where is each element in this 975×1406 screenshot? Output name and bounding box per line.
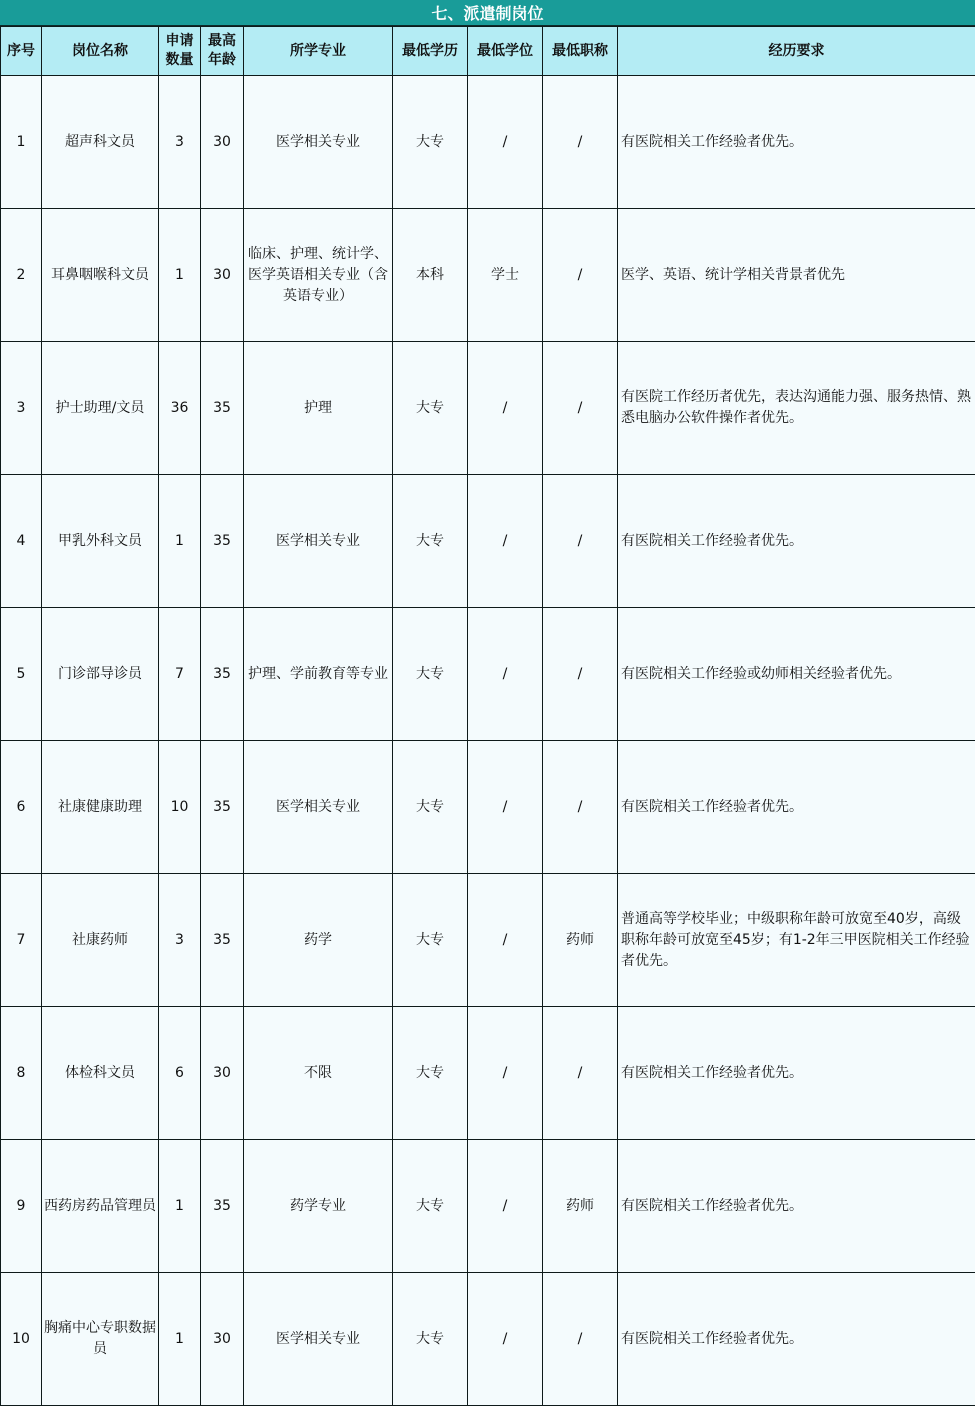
cell-age: 35 xyxy=(201,874,244,1007)
cell-major: 药学 xyxy=(244,874,393,1007)
cell-degree: / xyxy=(468,76,543,209)
cell-experience: 有医院工作经历者优先，表达沟通能力强、服务热情、熟悉电脑办公软件操作者优先。 xyxy=(618,342,975,475)
cell-edu: 大专 xyxy=(393,475,468,608)
cell-experience: 有医院相关工作经验者优先。 xyxy=(618,741,975,874)
positions-table xyxy=(0,26,975,1406)
cell-experience: 有医院相关工作经验者优先。 xyxy=(618,1273,975,1406)
header-title: 最低职称 xyxy=(543,27,618,76)
cell-count: 10 xyxy=(159,741,201,874)
cell-major: 不限 xyxy=(244,1007,393,1140)
cell-count: 1 xyxy=(159,475,201,608)
cell-title: / xyxy=(543,342,618,475)
cell-experience: 有医院相关工作经验或幼师相关经验者优先。 xyxy=(618,608,975,741)
cell-count: 3 xyxy=(159,874,201,1007)
cell-age: 30 xyxy=(201,209,244,342)
cell-title: / xyxy=(543,1007,618,1140)
header-degree: 最低学位 xyxy=(468,27,543,76)
cell-no: 1 xyxy=(1,76,42,209)
cell-post: 护士助理/文员 xyxy=(42,342,159,475)
cell-age: 35 xyxy=(201,342,244,475)
header-edu: 最低学历 xyxy=(393,27,468,76)
cell-post: 体检科文员 xyxy=(42,1007,159,1140)
cell-title: 药师 xyxy=(543,874,618,1007)
cell-edu: 大专 xyxy=(393,741,468,874)
cell-post: 耳鼻咽喉科文员 xyxy=(42,209,159,342)
cell-no: 3 xyxy=(1,342,42,475)
cell-major: 医学相关专业 xyxy=(244,741,393,874)
header-experience: 经历要求 xyxy=(618,27,975,76)
cell-major: 护理、学前教育等专业 xyxy=(244,608,393,741)
cell-no: 5 xyxy=(1,608,42,741)
cell-title: / xyxy=(543,1273,618,1406)
cell-edu: 本科 xyxy=(393,209,468,342)
cell-major: 护理 xyxy=(244,342,393,475)
cell-no: 6 xyxy=(1,741,42,874)
cell-experience: 普通高等学校毕业；中级职称年龄可放宽至40岁，高级职称年龄可放宽至45岁；有1-2年三甲医院相关工作经验者优先。 xyxy=(618,874,975,1007)
cell-post: 社康药师 xyxy=(42,874,159,1007)
cell-count: 1 xyxy=(159,1273,201,1406)
cell-degree: / xyxy=(468,1273,543,1406)
header-no: 序号 xyxy=(1,27,42,76)
cell-age: 35 xyxy=(201,1140,244,1273)
cell-age: 30 xyxy=(201,76,244,209)
cell-major: 医学相关专业 xyxy=(244,76,393,209)
cell-age: 35 xyxy=(201,475,244,608)
cell-age: 30 xyxy=(201,1007,244,1140)
cell-count: 7 xyxy=(159,608,201,741)
cell-no: 2 xyxy=(1,209,42,342)
cell-no: 7 xyxy=(1,874,42,1007)
cell-major: 医学相关专业 xyxy=(244,475,393,608)
cell-edu: 大专 xyxy=(393,874,468,1007)
cell-count: 1 xyxy=(159,209,201,342)
cell-experience: 有医院相关工作经验者优先。 xyxy=(618,76,975,209)
cell-title: / xyxy=(543,76,618,209)
cell-no: 4 xyxy=(1,475,42,608)
cell-experience: 有医院相关工作经验者优先。 xyxy=(618,1007,975,1140)
header-age: 最高年龄 xyxy=(201,27,244,76)
table-row xyxy=(1,209,975,342)
table-row xyxy=(1,1007,975,1140)
cell-edu: 大专 xyxy=(393,608,468,741)
cell-post: 西药房药品管理员 xyxy=(42,1140,159,1273)
cell-edu: 大专 xyxy=(393,76,468,209)
header-major: 所学专业 xyxy=(244,27,393,76)
table-row xyxy=(1,874,975,1007)
table-row xyxy=(1,1140,975,1273)
cell-age: 35 xyxy=(201,608,244,741)
cell-degree: / xyxy=(468,342,543,475)
cell-experience: 有医院相关工作经验者优先。 xyxy=(618,1140,975,1273)
header-count: 申请数量 xyxy=(159,27,201,76)
cell-major: 药学专业 xyxy=(244,1140,393,1273)
cell-count: 36 xyxy=(159,342,201,475)
header-post: 岗位名称 xyxy=(42,27,159,76)
table-row xyxy=(1,608,975,741)
cell-degree: / xyxy=(468,608,543,741)
cell-age: 30 xyxy=(201,1273,244,1406)
cell-post: 胸痛中心专职数据员 xyxy=(42,1273,159,1406)
cell-no: 9 xyxy=(1,1140,42,1273)
cell-experience: 医学、英语、统计学相关背景者优先 xyxy=(618,209,975,342)
cell-post: 社康健康助理 xyxy=(42,741,159,874)
cell-degree: / xyxy=(468,475,543,608)
cell-count: 3 xyxy=(159,76,201,209)
cell-no: 10 xyxy=(1,1273,42,1406)
header-row xyxy=(1,27,975,76)
cell-count: 6 xyxy=(159,1007,201,1140)
cell-post: 超声科文员 xyxy=(42,76,159,209)
cell-edu: 大专 xyxy=(393,1273,468,1406)
table-row xyxy=(1,1273,975,1406)
cell-title: / xyxy=(543,209,618,342)
cell-edu: 大专 xyxy=(393,1007,468,1140)
cell-major: 临床、护理、统计学、医学英语相关专业（含英语专业） xyxy=(244,209,393,342)
table-row xyxy=(1,741,975,874)
cell-degree: 学士 xyxy=(468,209,543,342)
table-row xyxy=(1,475,975,608)
cell-edu: 大专 xyxy=(393,342,468,475)
cell-degree: / xyxy=(468,1007,543,1140)
cell-degree: / xyxy=(468,874,543,1007)
cell-post: 门诊部导诊员 xyxy=(42,608,159,741)
cell-major: 医学相关专业 xyxy=(244,1273,393,1406)
cell-edu: 大专 xyxy=(393,1140,468,1273)
cell-title: / xyxy=(543,475,618,608)
cell-title: 药师 xyxy=(543,1140,618,1273)
cell-degree: / xyxy=(468,1140,543,1273)
cell-no: 8 xyxy=(1,1007,42,1140)
cell-post: 甲乳外科文员 xyxy=(42,475,159,608)
table-row xyxy=(1,76,975,209)
cell-count: 1 xyxy=(159,1140,201,1273)
cell-title: / xyxy=(543,608,618,741)
cell-experience: 有医院相关工作经验者优先。 xyxy=(618,475,975,608)
cell-age: 35 xyxy=(201,741,244,874)
cell-degree: / xyxy=(468,741,543,874)
cell-title: / xyxy=(543,741,618,874)
table-title: 七、派遣制岗位 xyxy=(0,0,975,26)
table-row xyxy=(1,342,975,475)
